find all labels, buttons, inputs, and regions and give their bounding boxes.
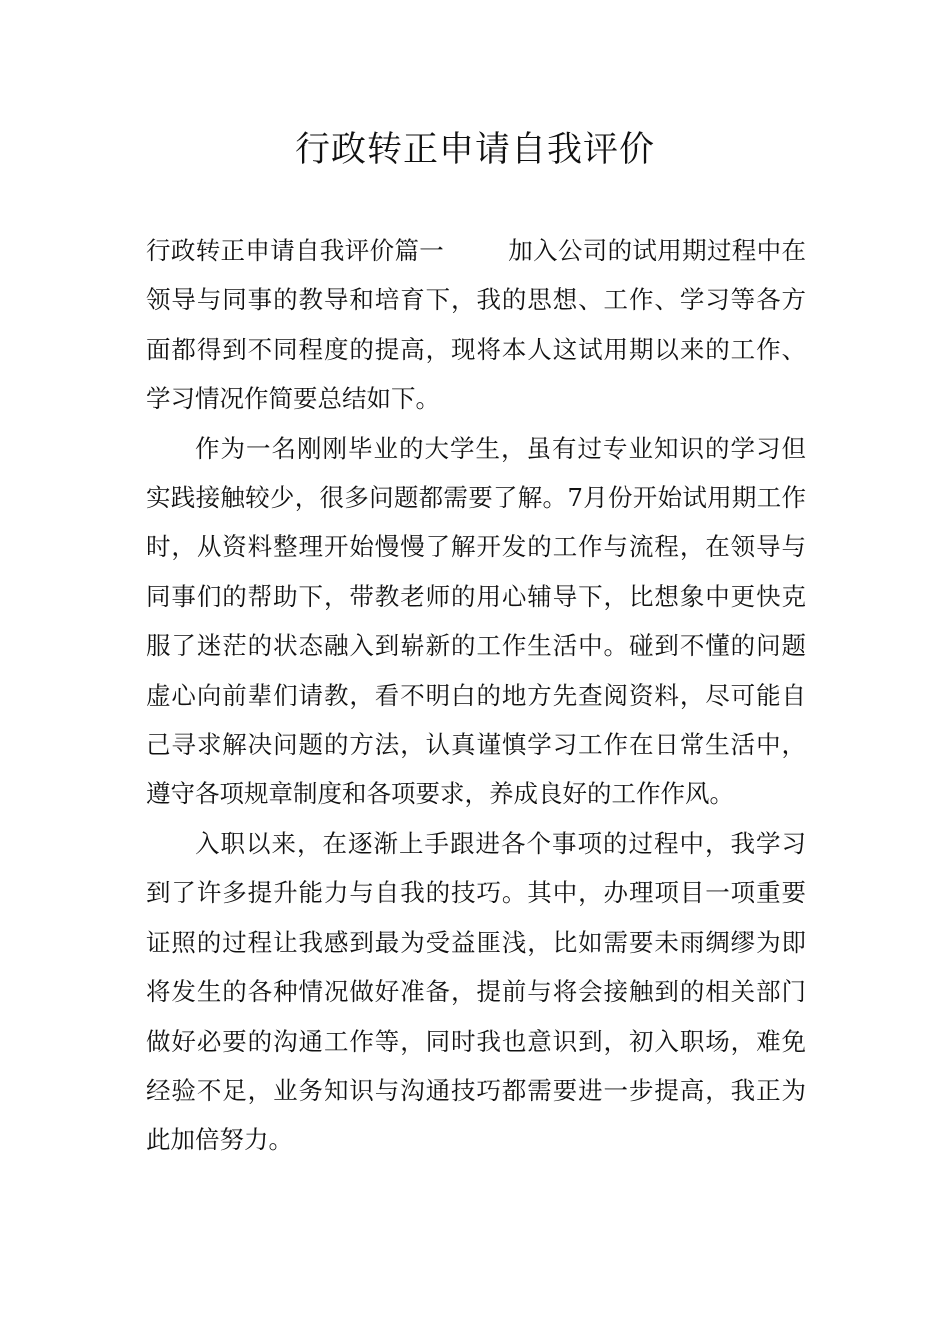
- intro-heading: 行政转正申请自我评价篇一: [146, 236, 445, 265]
- paragraph-intro: [146, 226, 806, 424]
- paragraph-2: 作为一名刚刚毕业的大学生，虽有过专业知识的学习但实践接触较少，很多问题都需要了解。7月份开始试用期工作时，从资料整理开始慢慢了解开发的工作与流程，在领导与同事们的帮助下，带教老师的用心辅导下，比想象中更快克服了迷茫的状态融入到崭新的工作生活中。碰到不懂的问题虚心向前辈们请教，看不明白的地方先查阅资料，尽可能自己寻求解决问题的方法，认真谨慎学习工作在日常生活中，遵守各项规章制度和各项要求，养成良好的工作作风。: [146, 433, 806, 809]
- document-title: 行政转正申请自我评价: [294, 130, 655, 170]
- paragraph-3: 入职以来，在逐渐上手跟进各个事项的过程中，我学习到了许多提升能力与自我的技巧。其中，办理项目一项重要证照的过程让我感到最为受益匪浅，比如需要未雨绸缪为即将发生的各种情况做好准备，提前与将会接触到的相关部门做好必要的沟通工作等，同时我也意识到，初入职场，难免经验不足，业务知识与沟通技巧都需要进一步提高，我正为此加倍努力。: [146, 828, 806, 1155]
- paragraph-1-text: 加入公司的试用期过程中在领导与同事的教导和培育下，我的思想、工作、学习等各方面都得到不同程度的提高，现将本人这试用期以来的工作、学习情况作简要总结如下。: [146, 236, 806, 414]
- document-body: [146, 226, 806, 1165]
